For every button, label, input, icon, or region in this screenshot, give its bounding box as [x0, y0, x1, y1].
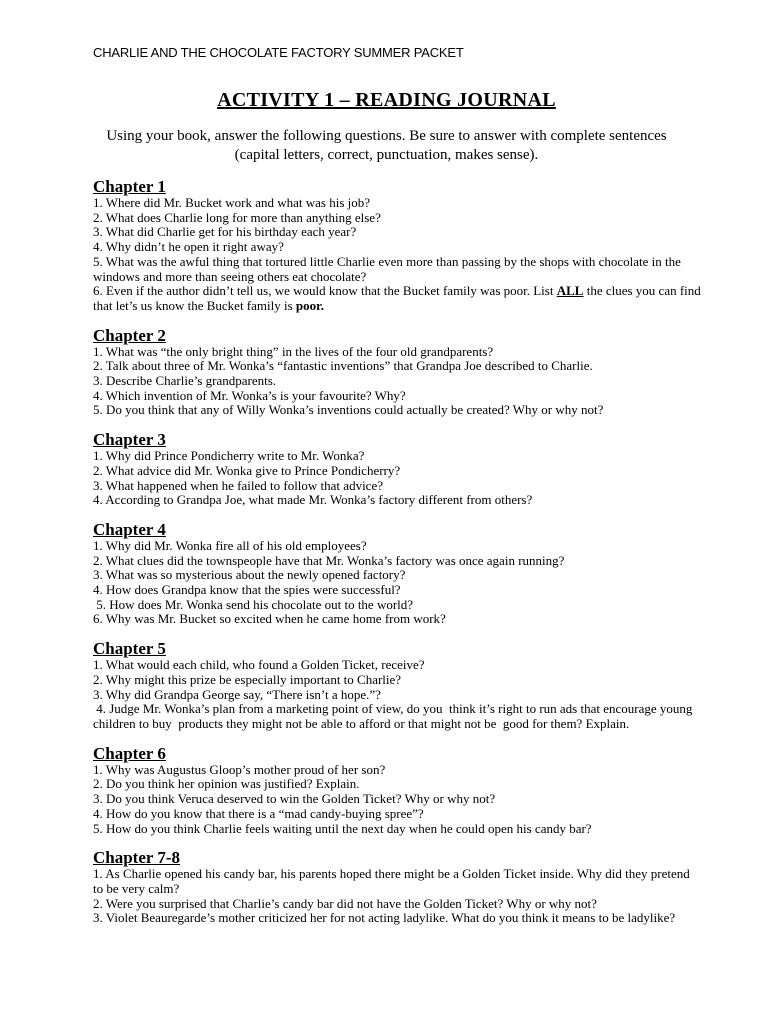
question-text: 1. Why did Prince Pondicherry write to Mr. Wonka?: [93, 448, 365, 464]
chapter-heading: Chapter 3: [93, 430, 166, 450]
question-text: the clues you can find that let’s us know the Bucket family is: [93, 283, 705, 313]
question-text: 3. Why did Grandpa George say, “There isn’t a hope.”?: [93, 686, 381, 702]
question-line: [93, 867, 702, 896]
question-line: [93, 777, 702, 792]
question-line: [93, 822, 702, 837]
question-line: [93, 493, 702, 508]
question-line: [93, 598, 702, 613]
question-line: [93, 255, 702, 284]
question-text: 1. What was “the only bright thing” in the lives of the four old grandparents?: [93, 343, 494, 359]
question-text: 6. Why was Mr. Bucket so excited when he came home from work?: [93, 611, 446, 627]
question-text: 5. Do you think that any of Willy Wonka’s inventions could actually be created? Why or why not?: [93, 402, 604, 418]
question-emphasis: poor.: [295, 297, 324, 313]
chapter-heading: Chapter 5: [93, 639, 166, 659]
document-header: CHARLIE AND THE CHOCOLATE FACTORY SUMMER PACKET: [93, 45, 464, 60]
question-line: [93, 911, 702, 926]
question-line: [93, 211, 702, 226]
question-text: 2. What clues did the townspeople have that Mr. Wonka’s factory was once again running?: [93, 552, 565, 568]
question-text: 2. What advice did Mr. Wonka give to Prince Pondicherry?: [93, 462, 401, 478]
question-text: 3. What was so mysterious about the newly opened factory?: [93, 567, 406, 583]
question-line: [93, 763, 702, 778]
question-text: 4. Which invention of Mr. Wonka’s is your favourite? Why?: [93, 387, 406, 403]
question-text: 2. Talk about three of Mr. Wonka’s “fantastic inventions” that Grandpa Joe described to Charlie.: [93, 358, 593, 374]
chapter-section-1: [93, 177, 705, 314]
instructions-line-1: Using your book, answer the following questions. Be sure to answer with complete sentences: [106, 128, 667, 144]
question-text: 2. Why might this prize be especially important to Charlie?: [93, 671, 402, 687]
instructions: [93, 127, 680, 165]
question-line: [93, 403, 702, 418]
chapter-heading: Chapter 2: [93, 325, 166, 345]
chapters-container: [93, 177, 705, 926]
question-line: [93, 792, 702, 807]
question-text: 4. According to Grandpa Joe, what made Mr. Wonka’s factory different from others?: [93, 492, 533, 508]
question-line: [93, 374, 702, 389]
question-text: 2. Do you think her opinion was justified? Explain.: [93, 776, 360, 792]
chapter-heading: Chapter 4: [93, 519, 166, 539]
question-line: [93, 283, 705, 313]
question-text: 1. As Charlie opened his candy bar, his parents hoped there might be a Golden Ticket inside. Why did they pretend to be very calm?: [93, 866, 694, 896]
question-text: 5. How does Mr. Wonka send his chocolate out to the world?: [93, 596, 414, 612]
question-text: 4. How does Grandpa know that the spies were successful?: [93, 582, 401, 598]
question-text: 6. Even if the author didn’t tell us, we would know that the Bucket family was poor. List: [93, 283, 557, 299]
question-text: 1. What would each child, who found a Golden Ticket, receive?: [93, 657, 425, 673]
question-emphasis: ALL: [556, 283, 584, 299]
page-title: ACTIVITY 1 – READING JOURNAL: [217, 89, 556, 111]
question-line: [93, 702, 702, 731]
question-text: 1. Why was Augustus Gloop’s mother proud of her son?: [93, 761, 386, 777]
instructions-line-2: (capital letters, correct, punctuation, makes sense).: [234, 147, 539, 163]
question-line: [93, 479, 702, 494]
question-line: [93, 612, 702, 627]
question-line: [93, 554, 702, 569]
question-line: [93, 225, 702, 240]
chapter-heading: Chapter 7-8: [93, 848, 181, 868]
question-text: 1. Why did Mr. Wonka fire all of his old employees?: [93, 537, 367, 553]
question-text: 4. Judge Mr. Wonka’s plan from a marketing point of view, do you think it’s right to run ads that encourage young children to buy products they might not be able to afford or that might not be good for them? Explain.: [93, 701, 696, 731]
question-text: 5. What was the awful thing that tortured little Charlie even more than passing by the shops with chocolate in the windows and more than seeing others eat chocolate?: [93, 253, 685, 284]
question-line: [93, 345, 702, 360]
question-text: 2. Were you surprised that Charlie’s candy bar did not have the Golden Ticket? Why or why not?: [93, 895, 597, 911]
question-line: [93, 359, 702, 374]
question-line: [93, 196, 702, 211]
question-line: [93, 568, 702, 583]
question-line: [93, 583, 702, 598]
question-line: [93, 673, 702, 688]
question-line: [93, 897, 702, 912]
question-line: [93, 389, 702, 404]
chapter-section-5: [93, 639, 702, 732]
question-line: [93, 807, 702, 822]
chapter-section-7: [93, 848, 702, 926]
question-text: 3. Do you think Veruca deserved to win the Golden Ticket? Why or why not?: [93, 791, 496, 807]
question-text: 2. What does Charlie long for more than anything else?: [93, 209, 381, 225]
question-line: [93, 464, 702, 479]
chapter-section-6: [93, 744, 702, 837]
question-text: 4. Why didn’t he open it right away?: [93, 239, 284, 255]
question-text: 3. What did Charlie get for his birthday each year?: [93, 224, 357, 240]
chapter-section-2: [93, 326, 702, 419]
question-text: 3. Describe Charlie’s grandparents.: [93, 373, 277, 389]
chapter-heading: Chapter 6: [93, 743, 166, 763]
question-line: [93, 658, 702, 673]
question-text: 1. Where did Mr. Bucket work and what was his job?: [93, 195, 371, 210]
question-line: [93, 539, 702, 554]
question-text: 4. How do you know that there is a “mad candy-buying spree”?: [93, 805, 424, 821]
chapter-section-3: [93, 430, 702, 508]
question-line: [93, 240, 702, 255]
question-line: [93, 688, 702, 703]
question-line: [93, 449, 702, 464]
question-text: 5. How do you think Charlie feels waiting until the next day when he could open his candy bar?: [93, 820, 592, 836]
chapter-heading: Chapter 1: [93, 177, 166, 196]
chapter-section-4: [93, 520, 702, 627]
question-text: 3. Violet Beauregarde’s mother criticized her for not acting ladylike. What do you think it means to be ladylike?: [93, 910, 676, 926]
question-text: 3. What happened when he failed to follow that advice?: [93, 477, 383, 493]
